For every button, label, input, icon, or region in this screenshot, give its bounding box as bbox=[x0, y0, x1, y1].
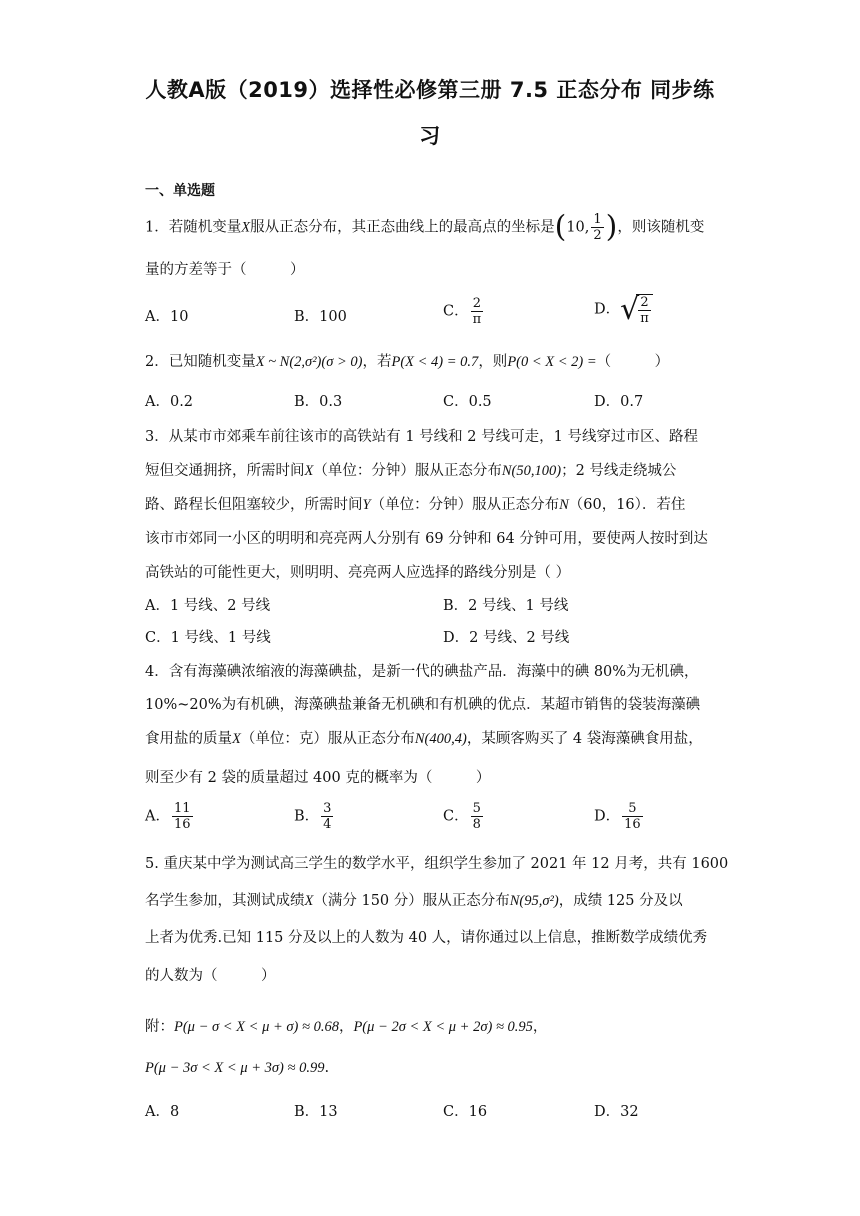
question-3-line5: 高铁站的可能性更大，则明明、亮亮两人应选择的路线分别是（ ） bbox=[145, 565, 571, 581]
question-4-line2: 10%~20%为有机碘，海藻碘盐兼备无机碘和有机碘的优点．某超市销售的袋装海藻碘 bbox=[145, 697, 701, 713]
question-1-line2: 量的方差等于（ ） bbox=[145, 262, 305, 278]
question-3-option-a: A．1 号线、2 号线 bbox=[145, 598, 271, 614]
question-3-line2: 短但交通拥挤，所需时间X（单位：分钟）服从正态分布N(50,100)；2 号线走绕城公 bbox=[145, 463, 677, 479]
question-5-option-c: C．16 bbox=[443, 1104, 488, 1120]
question-5-line3: 上者为优秀.已知 115 分及以上的人数为 40 人，请你通过以上信息，推断数学成绩优秀 bbox=[145, 930, 708, 946]
document-title-line2: 习 bbox=[419, 124, 441, 148]
question-4-line3: 食用盐的质量X（单位：克）服从正态分布N(400,4)，某顾客购买了 4 袋海藻碘食用盐， bbox=[145, 731, 703, 747]
question-1-option-a: A．10 bbox=[145, 309, 189, 325]
question-5-option-d: D．32 bbox=[594, 1104, 639, 1120]
question-5-option-b: B．13 bbox=[294, 1104, 338, 1120]
question-5-line2: 名学生参加，其测试成绩X（满分 150 分）服从正态分布N(95,σ²)，成绩 125 分及以 bbox=[145, 893, 683, 909]
question-3-line4: 该市市郊同一小区的明明和亮亮两人分别有 69 分钟和 64 分钟可用，要使两人按时到达 bbox=[145, 531, 708, 547]
question-4-option-b: B． $\frac{3}{4}$ bbox=[294, 801, 332, 832]
question-2-option-a: A．0.2 bbox=[145, 394, 194, 410]
question-3-option-c: C．1 号线、1 号线 bbox=[145, 630, 271, 646]
question-4-option-d: D． $\frac{5}{16}$ bbox=[594, 801, 641, 832]
question-2-line1: 2．已知随机变量X ~ N(2,σ²)(σ > 0)，若P(X < 4) = 0.7，则P(0 < X < 2) =（ ） bbox=[145, 354, 670, 370]
question-1-option-b: B．100 bbox=[294, 309, 347, 325]
question-2-option-b: B．0.3 bbox=[294, 394, 343, 410]
question-3-line3: 路、路程长但阻塞较少，所需时间Y（单位：分钟）服从正态分布N（60，16）．若住 bbox=[145, 497, 686, 513]
section-heading: 一、单选题 bbox=[145, 183, 215, 199]
question-5-line4: 的人数为（ ） bbox=[145, 968, 276, 984]
question-4-line1: 4．含有海藻碘浓缩液的海藻碘盐，是新一代的碘盐产品．海藻中的碘 80%为无机碘， bbox=[145, 664, 699, 680]
question-5-option-a: A．8 bbox=[145, 1104, 180, 1120]
question-5-note-line2: P(μ − 3σ < X < μ + 3σ) ≈ 0.99. bbox=[145, 1060, 330, 1076]
question-3-option-d: D．2 号线、2 号线 bbox=[443, 630, 570, 646]
question-1-option-c: C． $\frac{2}{\pi}$ bbox=[443, 296, 482, 327]
question-2-option-c: C．0.5 bbox=[443, 394, 492, 410]
question-5-line1: 5. 重庆某中学为测试高三学生的数学水平，组织学生参加了 2021 年 12 月考，共有 1600 bbox=[145, 856, 729, 872]
question-4-option-a: A． $\frac{11}{16}$ bbox=[145, 801, 191, 832]
question-1-line1: 1．若随机变量X服从正态分布，其正态曲线上的最高点的坐标是(10, $\frac{1}{2}$ )，则该随机变 bbox=[145, 209, 705, 245]
question-5-note-line1: 附：P(μ − σ < X < μ + σ) ≈ 0.68，P(μ − 2σ < X < μ + 2σ) ≈ 0.95， bbox=[145, 1019, 548, 1035]
question-4-option-c: C． $\frac{5}{8}$ bbox=[443, 801, 481, 832]
document-title-line1: 人教A版（2019）选择性必修第三册 7.5 正态分布 同步练 bbox=[145, 78, 715, 102]
question-3-line1: 3．从某市市郊乘车前往该市的高铁站有 1 号线和 2 号线可走，1 号线穿过市区、路程 bbox=[145, 429, 698, 445]
question-1-option-d: D．√ $\frac{2}{\pi}$ bbox=[594, 292, 653, 327]
question-3-option-b: B．2 号线、1 号线 bbox=[443, 598, 569, 614]
question-4-line4: 则至少有 2 袋的质量超过 400 克的概率为（ ） bbox=[145, 770, 491, 786]
question-2-option-d: D．0.7 bbox=[594, 394, 644, 410]
